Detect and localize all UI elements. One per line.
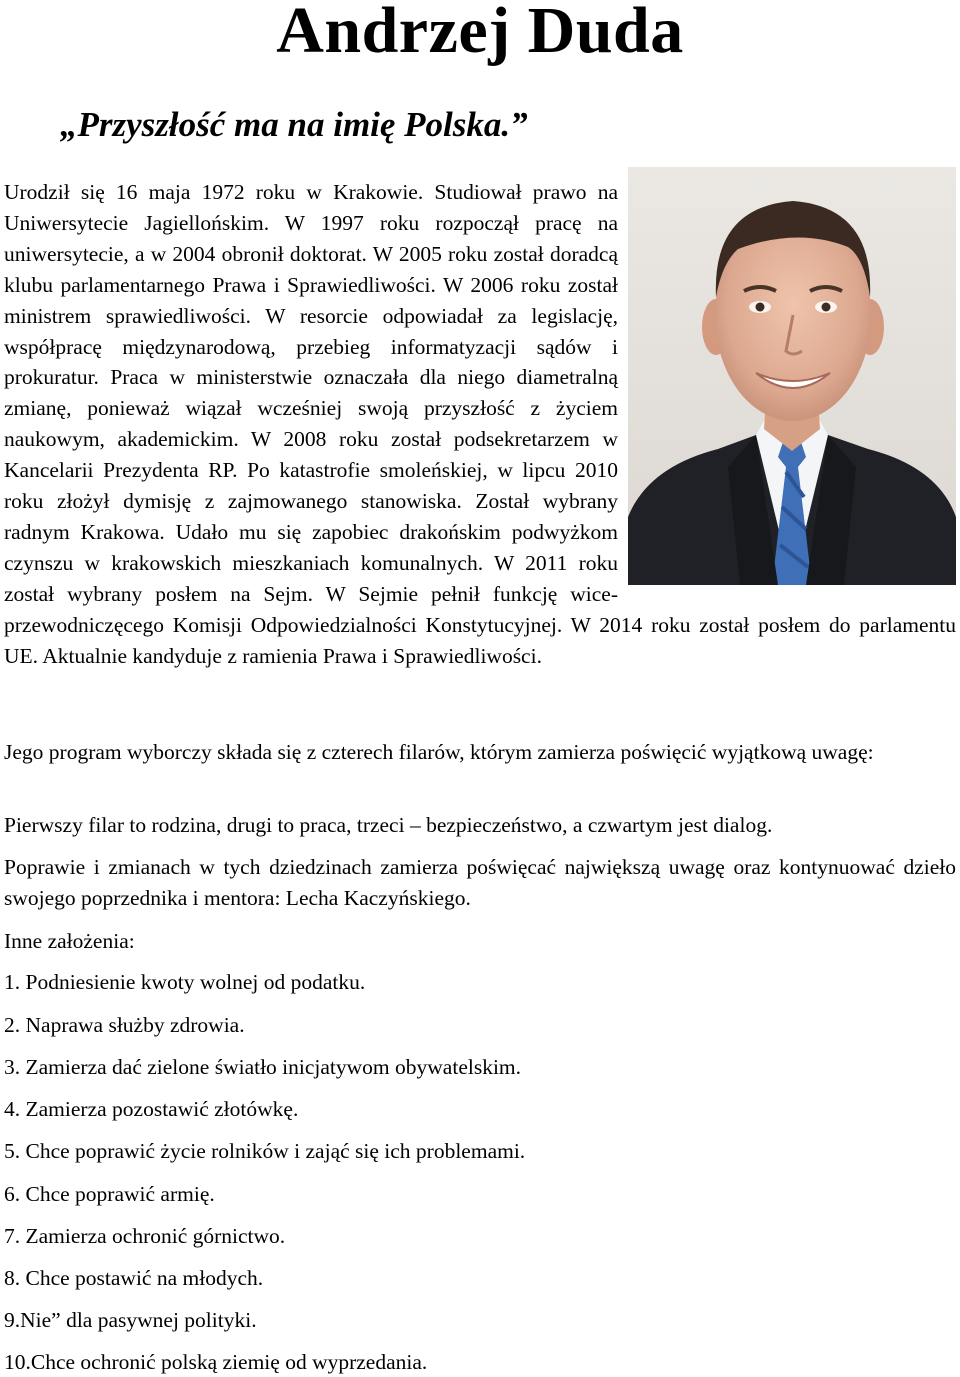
list-item: 6. Chce poprawić armię. [4, 1182, 215, 1206]
bio-paragraph [4, 177, 956, 672]
bio-text: Urodził się 16 maja 1972 roku w Krakowie. Studiował prawo na Uniwersytecie Jagiellońskim. W 1997 roku rozpoczął pracę na uniwersytecie, a w 2004 obronił doktorat. W 2005 roku został doradcą klubu parlamentarnego Prawa i Sprawiedliwości. W 2006 roku został ministrem sprawiedliwości. W resorcie odpowiadał za legislację, współpracę międzynarodową, przebieg informatyzacji sądów i prokuratur. Praca w ministerstwie oznaczała dla niego diametralną zmianę, ponieważ wiązał wcześniej swoją przyszłość z życiem naukowym, akademickim. W 2008 roku został podsekretarzem w Kancelarii Prezydenta RP. Po katastrofie smoleńskiej, w lipcu 2010 roku złożył dymisję z zajmowanego stanowiska. Został wybrany radnym Krakowa. Udało mu się zapobiec drakońskim podwyżkom czynszu w krakowskich mieszkaniach komunalnych. W 2011 roku został wybrany posłem na Sejm. W Sejmie pełnił funkcję wice-przewodniczęcego Komisji Odpowiedzialności Konstytucyjnej. W 2014 roku został posłem do parlamentu UE. Aktualnie kandyduje z ramienia Prawa i Sprawiedliwości. [4, 180, 956, 668]
pillars-paragraph: Pierwszy filar to rodzina, drugi to praca, trzeci – bezpieczeństwo, a czwartym jest dialog. [4, 813, 773, 837]
list-item: 5. Chce poprawić życie rolników i zająć się ich problemami. [4, 1139, 526, 1163]
list-item: 1. Podniesienie kwoty wolnej od podatku. [4, 970, 366, 994]
portrait-photo [628, 167, 956, 585]
program-intro-paragraph: Jego program wyborczy składa się z czterech filarów, którym zamierza poświęcić wyjątkową uwagę: [4, 740, 874, 764]
list-item: 9.Nie” dla pasywnej polityki. [4, 1308, 257, 1332]
list-item: 3. Zamierza dać zielone światło inicjatywom obywatelskim. [4, 1055, 522, 1079]
list-item: 2. Naprawa służby zdrowia. [4, 1013, 245, 1037]
focus-paragraph: Poprawie i zmianach w tych dziedzinach zamierza poświęcać największą uwagę oraz kontynuować dzieło swojego poprzednika i mentora: Lecha Kaczyńskiego. [4, 855, 956, 910]
list-item: 10.Chce ochronić polską ziemię od wyprzedania. [4, 1350, 428, 1374]
other-goals-heading: Inne założenia: [4, 929, 135, 953]
list-item: 7. Zamierza ochronić górnictwo. [4, 1224, 286, 1248]
list-item: 8. Chce postawić na młodych. [4, 1266, 264, 1290]
page-title: Andrzej Duda [276, 0, 684, 67]
slogan: „Przyszłość ma na imię Polska.” [60, 105, 528, 144]
list-item: 4. Zamierza pozostawić złotówkę. [4, 1097, 299, 1121]
